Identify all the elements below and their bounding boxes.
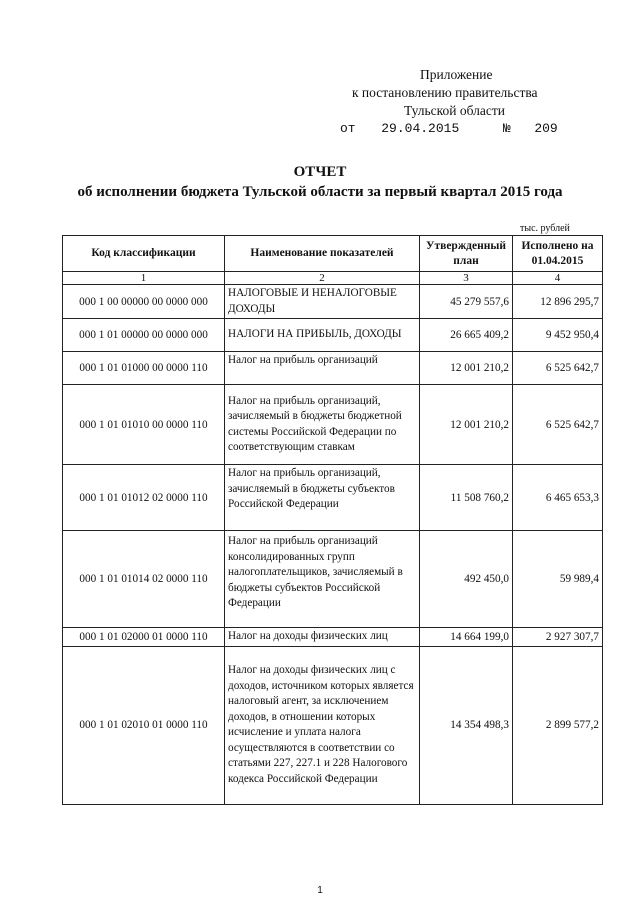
col-number: 3 — [420, 272, 513, 285]
row-code: 000 1 01 01012 02 0000 110 — [63, 465, 225, 531]
row-code: 000 1 01 01010 00 0000 110 — [63, 385, 225, 465]
table-row — [63, 319, 603, 352]
table-row — [63, 465, 603, 531]
row-plan: 12 001 210,2 — [420, 352, 513, 385]
row-name: НАЛОГОВЫЕ И НЕНАЛОГОВЫЕ ДОХОДЫ — [225, 285, 420, 319]
units-label: тыс. рублей — [520, 223, 570, 234]
table-row — [63, 285, 603, 319]
table-row — [63, 352, 603, 385]
row-done: 12 896 295,7 — [513, 285, 603, 319]
row-name: Налог на прибыль организаций консолидированных групп налогоплательщиков, зачисляемый в бюджеты субъектов Российской Федерации — [225, 531, 420, 628]
row-code: 000 1 01 01014 02 0000 110 — [63, 531, 225, 628]
header-name: Наименование показателей — [225, 236, 420, 272]
row-plan: 26 665 409,2 — [420, 319, 513, 352]
col-number: 1 — [63, 272, 225, 285]
annex-date: 29.04.2015 — [381, 121, 460, 136]
table-row — [63, 531, 603, 628]
row-code: 000 1 00 00000 00 0000 000 — [63, 285, 225, 319]
row-name: Налог на прибыль организаций — [225, 352, 420, 385]
annex-region: Тульской области — [404, 103, 505, 118]
annex-number: 209 — [534, 121, 558, 136]
row-plan: 14 664 199,0 — [420, 628, 513, 647]
row-code: 000 1 01 00000 00 0000 000 — [63, 319, 225, 352]
report-subtitle: об исполнении бюджета Тульской области за первый квартал 2015 года — [77, 184, 563, 200]
row-plan: 12 001 210,2 — [420, 385, 513, 465]
row-name: Налог на доходы физических лиц — [225, 628, 420, 647]
row-name: Налог на доходы физических лиц с доходов, источником которых является налоговый агент, за исключением доходов, в отношении которых исчисление и уплата налога осуществляются в соответствии со статьями 227, 227.1 и 228 Налогового кодекса Российской Федерации — [225, 646, 420, 804]
table-row — [63, 646, 603, 804]
annex-block — [300, 66, 590, 138]
report-table — [62, 235, 603, 805]
row-plan: 14 354 498,3 — [420, 646, 513, 804]
row-name: Налог на прибыль организаций, зачисляемый в бюджеты бюджетной системы Российской Федерации по соответствующим ставкам — [225, 385, 420, 465]
annex-date-line — [300, 120, 590, 138]
row-code: 000 1 01 01000 00 0000 110 — [63, 352, 225, 385]
number-prefix: № — [502, 121, 511, 136]
row-plan: 492 450,0 — [420, 531, 513, 628]
report-title: ОТЧЕТ — [293, 164, 347, 180]
page-number: 1 — [317, 885, 323, 896]
row-name: Налог на прибыль организаций, зачисляемый в бюджеты субъектов Российской Федерации — [225, 465, 420, 531]
header-done: Исполнено на 01.04.2015 — [513, 236, 603, 272]
header-plan: Утвержденный план — [420, 236, 513, 272]
row-done: 6 465 653,3 — [513, 465, 603, 531]
col-number: 2 — [225, 272, 420, 285]
row-done: 6 525 642,7 — [513, 352, 603, 385]
row-done: 2 927 307,7 — [513, 628, 603, 647]
row-done: 6 525 642,7 — [513, 385, 603, 465]
table-row — [63, 628, 603, 647]
header-code: Код классификации — [63, 236, 225, 272]
row-code: 000 1 01 02000 01 0000 110 — [63, 628, 225, 647]
row-done: 59 989,4 — [513, 531, 603, 628]
table-row — [63, 385, 603, 465]
date-prefix: от — [340, 121, 356, 136]
col-number: 4 — [513, 272, 603, 285]
row-code: 000 1 01 02010 01 0000 110 — [63, 646, 225, 804]
row-done: 2 899 577,2 — [513, 646, 603, 804]
row-name: НАЛОГИ НА ПРИБЫЛЬ, ДОХОДЫ — [225, 319, 420, 352]
annex-resolution: к постановлению правительства — [352, 85, 538, 100]
row-plan: 45 279 557,6 — [420, 285, 513, 319]
row-plan: 11 508 760,2 — [420, 465, 513, 531]
row-done: 9 452 950,4 — [513, 319, 603, 352]
annex-title: Приложение — [420, 67, 493, 82]
